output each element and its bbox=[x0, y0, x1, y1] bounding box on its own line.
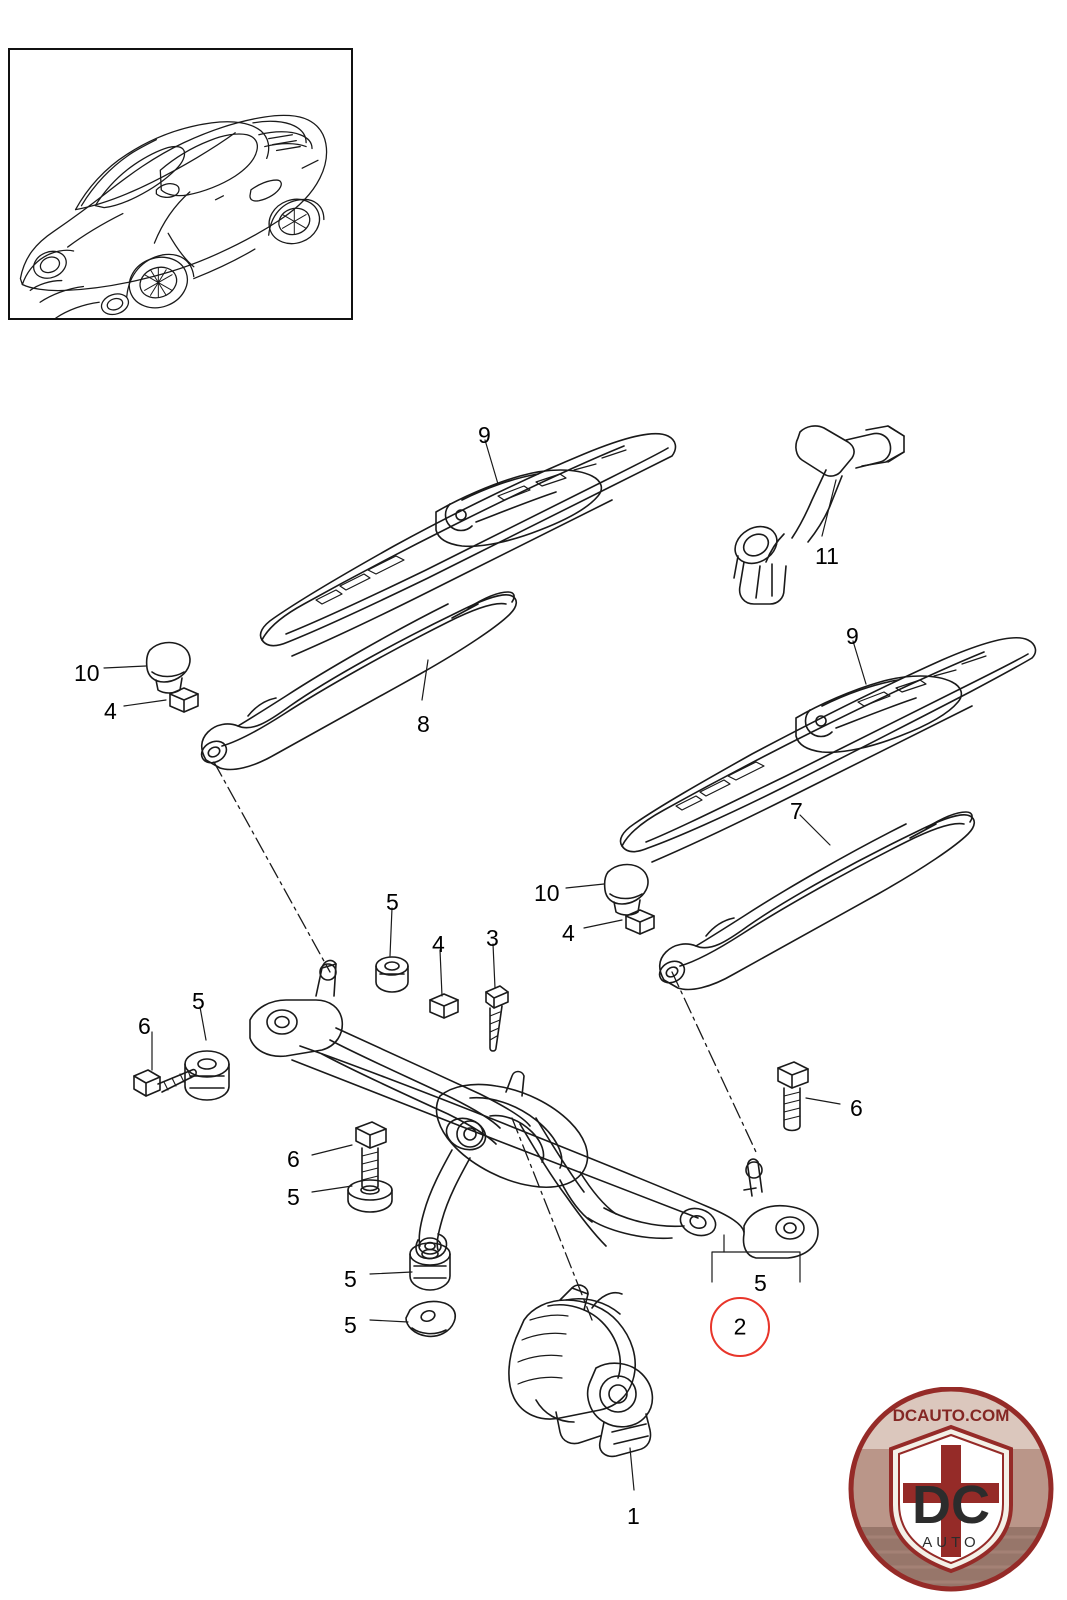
part-cap-right bbox=[605, 865, 648, 915]
leader-8 bbox=[422, 660, 428, 700]
part-plate-5-low bbox=[406, 1301, 455, 1336]
part-wiper-motor bbox=[509, 1285, 652, 1456]
part-wiper-arm-left bbox=[198, 592, 516, 769]
leader-10-left bbox=[104, 666, 146, 668]
leader-5-low2 bbox=[370, 1320, 408, 1322]
callout-4-left: 4 bbox=[104, 698, 117, 724]
leader-1 bbox=[630, 1448, 634, 1490]
leader-5-top bbox=[390, 908, 392, 956]
part-cap-left bbox=[147, 643, 190, 693]
callout-4-right: 4 bbox=[562, 920, 575, 946]
leader-7 bbox=[800, 815, 830, 845]
part-nut-right bbox=[626, 910, 654, 934]
part-linkage-assembly bbox=[250, 961, 818, 1259]
callout-3: 3 bbox=[486, 925, 499, 951]
watermark-main-text: DC bbox=[912, 1475, 990, 1535]
watermark-sub-text: AUTO bbox=[922, 1534, 980, 1551]
callout-5-low2: 5 bbox=[344, 1312, 357, 1338]
callout-10-right: 10 bbox=[534, 880, 560, 906]
part-bolt-6-right bbox=[778, 1062, 808, 1131]
callout-4-mid: 4 bbox=[432, 931, 445, 957]
callout-2-label: 2 bbox=[733, 1313, 747, 1340]
watermark-top-text: DCAUTO.COM bbox=[892, 1406, 1010, 1425]
callout-5-left2: 5 bbox=[192, 988, 205, 1014]
callout-11: 11 bbox=[815, 543, 839, 569]
part-nut-mid bbox=[430, 994, 458, 1018]
leader-6-mid bbox=[312, 1145, 352, 1155]
callout-6-left: 6 bbox=[138, 1013, 151, 1039]
leader-5-low bbox=[370, 1272, 412, 1274]
axis-left-wiper bbox=[214, 762, 330, 972]
leader-4-left bbox=[124, 700, 166, 706]
part-screw-3 bbox=[486, 986, 508, 1051]
part-bushing-5-top bbox=[376, 957, 408, 992]
callout-9-right: 9 bbox=[846, 623, 859, 649]
leader-5-mid bbox=[312, 1186, 352, 1192]
axis-right-wiper bbox=[672, 972, 756, 1152]
part-wiper-blade-left bbox=[261, 434, 676, 656]
callout-8: 8 bbox=[417, 711, 430, 737]
callout-5-bracket: 5 bbox=[754, 1270, 767, 1296]
callout-5-top: 5 bbox=[386, 889, 399, 915]
leader-4-right bbox=[584, 920, 622, 928]
part-nut-left bbox=[170, 688, 198, 712]
part-washer-5-mid bbox=[348, 1180, 392, 1212]
callout-6-right: 6 bbox=[850, 1095, 863, 1121]
axis-motor bbox=[512, 1118, 592, 1320]
highlighted-callout-2[interactable] bbox=[710, 1297, 770, 1357]
callout-1: 1 bbox=[627, 1503, 640, 1529]
dcauto-watermark bbox=[845, 1387, 1057, 1592]
callout-10-left: 10 bbox=[74, 660, 100, 686]
part-bushing-5-left bbox=[185, 1051, 229, 1100]
leader-6-right bbox=[806, 1098, 840, 1104]
callout-7: 7 bbox=[790, 798, 803, 824]
callout-5-mid: 5 bbox=[287, 1184, 300, 1210]
callout-5-low: 5 bbox=[344, 1266, 357, 1292]
callout-6-mid: 6 bbox=[287, 1146, 300, 1172]
callout-9-left: 9 bbox=[478, 422, 491, 448]
leader-10-right bbox=[566, 884, 604, 888]
part-washer-nozzle bbox=[728, 426, 904, 604]
